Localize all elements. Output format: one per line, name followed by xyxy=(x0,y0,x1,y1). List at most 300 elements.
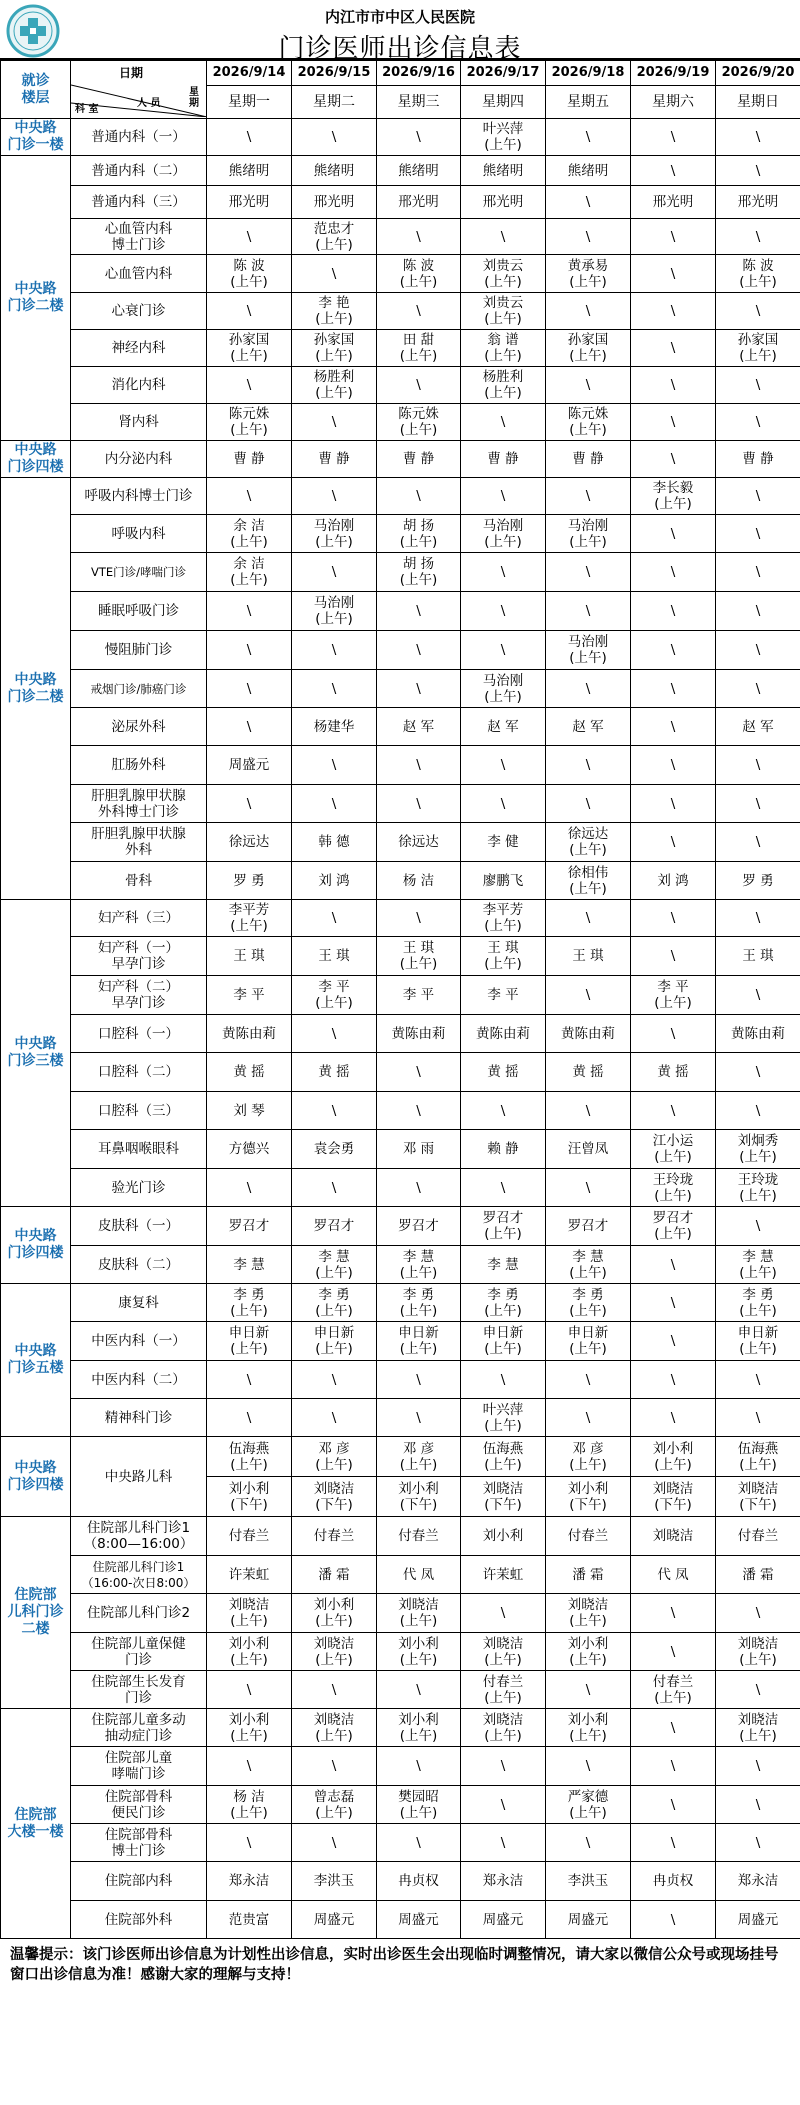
doctor-name: \ xyxy=(670,451,676,467)
doctor-name: 黄陈由莉 xyxy=(561,1025,615,1042)
schedule-cell xyxy=(207,937,292,976)
schedule-cell xyxy=(716,1671,800,1709)
doctor-name: 李洪玉 xyxy=(567,1873,609,1889)
doctor-name: 李 慧 (上午) xyxy=(315,1248,353,1281)
doctor-name: \ xyxy=(500,488,506,504)
table-row xyxy=(1,746,800,785)
doctor-name: \ xyxy=(331,1758,337,1774)
schedule-cell xyxy=(546,293,631,330)
schedule-cell xyxy=(716,976,800,1015)
doctor-name: \ xyxy=(755,129,761,145)
doctor-name: 严家德 (上午) xyxy=(567,1788,609,1821)
dept-cell xyxy=(71,478,207,515)
schedule-table xyxy=(0,60,800,1939)
schedule-cell xyxy=(207,186,292,219)
dept-cell xyxy=(71,1207,207,1246)
doctor-name: \ xyxy=(331,1834,337,1851)
schedule-cell xyxy=(292,1053,377,1092)
schedule-cell xyxy=(546,1594,631,1633)
schedule-cell xyxy=(207,1517,292,1556)
schedule-cell xyxy=(631,1322,716,1361)
doctor-name: 李 平 (上午) xyxy=(654,979,692,1011)
doctor-name: 刘晓洁 xyxy=(652,1528,694,1544)
doctor-name: 陈 波 (上午) xyxy=(739,257,777,290)
doctor-name: 伍海燕 (上午) xyxy=(482,1440,524,1473)
schedule-cell xyxy=(292,186,377,219)
dept-cell xyxy=(71,862,207,900)
doctor-name: 叶兴萍 (上午) xyxy=(482,121,524,153)
doctor-name: \ xyxy=(585,129,591,145)
doctor-name: 陈 波 (上午) xyxy=(399,257,438,290)
doctor-name: 杨胜利 (上午) xyxy=(313,369,355,401)
schedule-cell xyxy=(631,1246,716,1284)
dept-label: 住院部儿科门诊1 （8:00—16:00） xyxy=(83,1520,194,1552)
dept-label: 口腔科（三） xyxy=(98,1102,179,1119)
doctor-name: \ xyxy=(585,1371,591,1388)
doctor-name: \ xyxy=(416,1179,421,1196)
doctor-name: 江小运 (上午) xyxy=(652,1133,694,1165)
floor-label: 中央路 门诊三楼 xyxy=(7,1036,64,1069)
schedule-cell xyxy=(716,186,800,219)
schedule-cell xyxy=(292,900,377,937)
schedule-cell xyxy=(377,1092,461,1130)
doctor-name: 邓 彦 (上午) xyxy=(399,1440,438,1473)
doctor-name: 刘小利 (上午) xyxy=(567,1711,609,1744)
schedule-cell xyxy=(461,1399,546,1437)
schedule-cell xyxy=(377,515,461,553)
table-row xyxy=(1,1246,800,1284)
schedule-cell xyxy=(292,1284,377,1322)
table-row xyxy=(1,592,800,631)
schedule-cell xyxy=(377,1053,461,1092)
doctor-name: 罗召才 xyxy=(567,1218,609,1234)
schedule-cell xyxy=(461,937,546,976)
schedule-cell xyxy=(716,1207,800,1246)
doctor-name: 黄 摇 xyxy=(657,1064,689,1080)
schedule-cell xyxy=(207,823,292,862)
schedule-cell xyxy=(207,1862,292,1901)
schedule-cell xyxy=(292,441,377,478)
schedule-cell xyxy=(292,553,377,592)
doctor-name: 王 琪 (上午) xyxy=(399,940,438,972)
doctor-name: 刘晓洁 (上午) xyxy=(737,1711,779,1744)
doctor-name: 陈元姝 (上午) xyxy=(228,406,270,438)
doctor-name: \ xyxy=(500,1179,506,1196)
doctor-name: \ xyxy=(670,1256,676,1273)
doctor-name: 马治刚 (上午) xyxy=(482,517,524,550)
schedule-cell xyxy=(292,404,377,441)
doctor-name: 李 勇 (上午) xyxy=(569,1286,607,1319)
doctor-name: \ xyxy=(670,1025,676,1042)
doctor-name: \ xyxy=(670,910,676,926)
table-row xyxy=(1,1671,800,1709)
schedule-cell xyxy=(631,119,716,156)
doctor-name: 伍海燕 (上午) xyxy=(228,1440,270,1473)
dept-cell xyxy=(71,1709,207,1747)
schedule-cell xyxy=(377,670,461,708)
schedule-cell xyxy=(716,1169,800,1207)
schedule-cell xyxy=(377,1862,461,1901)
doctor-name: 徐远达 xyxy=(228,834,270,850)
doctor-name: 刘晓洁 (上午) xyxy=(567,1597,609,1629)
schedule-cell xyxy=(716,1399,800,1437)
schedule-cell xyxy=(377,255,461,293)
floor-label: 中央路 门诊四楼 xyxy=(7,1228,64,1261)
dept-cell xyxy=(71,119,207,156)
doctor-name: 李 勇 (上午) xyxy=(739,1286,777,1319)
dept-cell xyxy=(71,1556,207,1594)
doctor-name: 曹 静 xyxy=(572,451,604,467)
doctor-name: 罗召才 (上午) xyxy=(652,1210,694,1242)
doctor-name: 周盛元 xyxy=(567,1911,609,1928)
schedule-cell xyxy=(461,592,546,631)
table-row xyxy=(1,1361,800,1399)
schedule-cell xyxy=(716,478,800,515)
doctor-name: \ xyxy=(500,228,506,245)
schedule-cell xyxy=(292,1361,377,1399)
schedule-cell xyxy=(292,823,377,862)
doctor-name: \ xyxy=(755,162,761,179)
dept-label: 皮肤科（二） xyxy=(98,1256,179,1273)
schedule-cell xyxy=(292,785,377,823)
schedule-cell xyxy=(461,1786,546,1824)
doctor-name: 方德兴 xyxy=(228,1141,270,1157)
schedule-cell xyxy=(546,862,631,900)
schedule-cell xyxy=(207,441,292,478)
schedule-cell xyxy=(546,1053,631,1092)
schedule-cell xyxy=(716,255,800,293)
doctor-name: 冉贞权 xyxy=(398,1873,439,1889)
schedule-cell xyxy=(292,1786,377,1824)
doctor-name: \ xyxy=(416,488,421,504)
dept-cell xyxy=(71,1786,207,1824)
schedule-cell xyxy=(716,119,800,156)
schedule-cell xyxy=(546,1399,631,1437)
dept-label: 住院部儿童保健 门诊 xyxy=(91,1635,186,1668)
schedule-cell xyxy=(377,1556,461,1594)
doctor-name: 郑永洁 xyxy=(737,1873,779,1889)
schedule-cell xyxy=(292,631,377,670)
schedule-cell xyxy=(292,937,377,976)
doctor-name: 黄陈由莉 xyxy=(222,1025,276,1042)
weekday-header: 星期四 xyxy=(461,86,546,119)
doctor-name: \ xyxy=(500,1834,506,1851)
table-row xyxy=(1,976,800,1015)
doctor-name: 刘晓洁 (上午) xyxy=(482,1635,524,1668)
schedule-cell xyxy=(292,1015,377,1053)
doctor-name: \ xyxy=(670,718,676,735)
dept-label: 肝胆乳腺甲状腺 外科博士门诊 xyxy=(91,787,186,820)
doctor-name: 潘 霜 xyxy=(742,1566,774,1583)
table-row xyxy=(1,900,800,937)
doctor-name: 刘 鸿 xyxy=(318,872,350,889)
doctor-name: \ xyxy=(416,303,421,319)
doctor-name: 王 琪 xyxy=(318,948,350,964)
schedule-cell xyxy=(292,708,377,746)
schedule-cell xyxy=(292,1862,377,1901)
schedule-cell xyxy=(461,1862,546,1901)
schedule-cell xyxy=(377,1747,461,1786)
dept-cell xyxy=(71,515,207,553)
doctor-name: 余 洁 (上午) xyxy=(230,517,268,550)
doctor-name: 李 平 xyxy=(233,987,265,1003)
doctor-name: 邢光明 xyxy=(313,194,355,210)
doctor-name: 付春兰 xyxy=(398,1528,439,1544)
table-row xyxy=(1,1053,800,1092)
weekday-header: 星期一 xyxy=(207,86,292,119)
doctor-name: 申日新 (上午) xyxy=(567,1325,609,1357)
doctor-name: \ xyxy=(585,488,591,504)
doctor-name: \ xyxy=(755,910,761,926)
table-row xyxy=(1,1284,800,1322)
doctor-name: 李 艳 (上午) xyxy=(315,295,353,327)
dept-cell xyxy=(71,1015,207,1053)
doctor-name: \ xyxy=(670,340,676,356)
schedule-cell xyxy=(546,1747,631,1786)
schedule-cell xyxy=(716,515,800,553)
doctor-name: 李平芳 (上午) xyxy=(482,902,524,934)
schedule-cell xyxy=(377,937,461,976)
dept-cell xyxy=(71,670,207,708)
schedule-cell xyxy=(546,1246,631,1284)
doctor-name: 刘晓洁 (下午) xyxy=(737,1480,779,1513)
doctor-name: \ xyxy=(755,377,761,393)
schedule-cell xyxy=(207,900,292,937)
dept-cell xyxy=(71,1246,207,1284)
dept-label: 精神科门诊 xyxy=(104,1409,173,1426)
doctor-name: \ xyxy=(670,1333,676,1349)
schedule-cell xyxy=(461,255,546,293)
table-row xyxy=(1,1824,800,1862)
doctor-name: 胡 扬 (上午) xyxy=(399,556,438,588)
schedule-cell xyxy=(461,1594,546,1633)
schedule-cell xyxy=(546,553,631,592)
dept-cell xyxy=(71,1747,207,1786)
table-row xyxy=(1,631,800,670)
doctor-name: 李 平 xyxy=(402,987,435,1003)
schedule-cell xyxy=(377,631,461,670)
corner-xingqi-label: 星 期 xyxy=(189,87,199,109)
floor-cell xyxy=(1,1207,71,1284)
date-header: 2026/9/17 xyxy=(461,61,546,86)
schedule-cell xyxy=(631,746,716,785)
dept-cell xyxy=(71,186,207,219)
table-row xyxy=(1,478,800,515)
schedule-cell xyxy=(631,293,716,330)
date-header: 2026/9/14 xyxy=(207,61,292,86)
doctor-name: 刘小利 (下午) xyxy=(228,1480,270,1513)
table-row xyxy=(1,1207,800,1246)
dept-cell xyxy=(71,1169,207,1207)
doctor-name: \ xyxy=(755,1758,761,1774)
schedule-cell xyxy=(716,823,800,862)
schedule-cell xyxy=(716,592,800,631)
schedule-cell xyxy=(292,1399,377,1437)
corner-date-label: 日期 xyxy=(119,66,144,80)
table-row xyxy=(1,1901,800,1939)
schedule-cell xyxy=(461,1246,546,1284)
doctor-name: 李洪玉 xyxy=(313,1873,355,1889)
doctor-name: \ xyxy=(755,603,761,619)
doctor-name: 邢光明 xyxy=(228,194,270,210)
schedule-cell xyxy=(377,823,461,862)
doctor-name: \ xyxy=(331,1102,337,1119)
schedule-cell xyxy=(461,1671,546,1709)
floor-cell xyxy=(1,1517,71,1709)
schedule-cell xyxy=(631,1862,716,1901)
schedule-cell xyxy=(377,708,461,746)
schedule-cell xyxy=(377,1437,461,1517)
schedule-cell xyxy=(292,1671,377,1709)
schedule-cell xyxy=(377,1207,461,1246)
doctor-name: 曹 静 xyxy=(487,451,519,467)
doctor-name: 李 勇 (上午) xyxy=(230,1286,268,1319)
doctor-name: \ xyxy=(585,377,591,393)
table-row xyxy=(1,670,800,708)
doctor-name: \ xyxy=(670,642,676,658)
schedule-cell xyxy=(207,367,292,404)
schedule-cell xyxy=(207,255,292,293)
doctor-name: \ xyxy=(755,1102,761,1119)
schedule-cell xyxy=(461,1284,546,1322)
schedule-cell xyxy=(207,1399,292,1437)
table-row xyxy=(1,330,800,367)
doctor-name: 邢光明 xyxy=(398,194,439,210)
floor-label: 中央路 门诊四楼 xyxy=(7,1459,64,1493)
table-row xyxy=(1,1169,800,1207)
schedule-cell xyxy=(716,1594,800,1633)
doctor-name: 刘晓洁 (上午) xyxy=(313,1711,355,1744)
doctor-name: 熊绪明 xyxy=(567,162,609,179)
schedule-cell xyxy=(461,156,546,186)
doctor-name: 申日新 (上午) xyxy=(398,1325,439,1357)
schedule-cell xyxy=(207,862,292,900)
doctor-name: \ xyxy=(755,1371,761,1388)
doctor-name: 潘 霜 xyxy=(318,1566,350,1583)
doctor-name: 李 慧 (上午) xyxy=(399,1248,438,1281)
schedule-cell xyxy=(377,156,461,186)
schedule-cell xyxy=(546,592,631,631)
schedule-cell xyxy=(292,255,377,293)
dept-cell xyxy=(71,592,207,631)
schedule-cell xyxy=(716,1786,800,1824)
schedule-cell xyxy=(207,119,292,156)
schedule-cell xyxy=(292,1517,377,1556)
doctor-name: \ xyxy=(500,1605,506,1621)
doctor-name: 熊绪明 xyxy=(398,162,439,179)
floor-cell xyxy=(1,156,71,441)
schedule-cell xyxy=(631,862,716,900)
dept-cell xyxy=(71,1517,207,1556)
schedule-cell xyxy=(292,1437,377,1517)
schedule-cell xyxy=(631,631,716,670)
schedule-cell xyxy=(292,1633,377,1671)
schedule-cell xyxy=(631,1901,716,1939)
schedule-cell xyxy=(461,631,546,670)
doctor-name: 罗召才 xyxy=(398,1218,439,1234)
doctor-name: \ xyxy=(670,948,676,964)
floor-label: 中央路 门诊二楼 xyxy=(7,281,64,314)
table-row xyxy=(1,1015,800,1053)
doctor-name: 李 勇 (上午) xyxy=(484,1286,522,1319)
doctor-name: 申日新 (上午) xyxy=(313,1325,355,1357)
doctor-name: \ xyxy=(585,680,591,697)
schedule-cell xyxy=(461,1130,546,1169)
schedule-cell xyxy=(377,1786,461,1824)
doctor-name: 刘 琴 xyxy=(233,1102,265,1119)
doctor-name: \ xyxy=(670,525,676,542)
dept-cell xyxy=(71,156,207,186)
floor-label: 中央路 门诊一楼 xyxy=(7,120,64,153)
schedule-cell xyxy=(631,478,716,515)
doctor-name: 杨胜利 (上午) xyxy=(482,369,524,401)
doctor-name: 刘炯秀 (上午) xyxy=(737,1133,779,1165)
doctor-name: 付春兰 (上午) xyxy=(482,1673,524,1706)
schedule-cell xyxy=(716,219,800,255)
schedule-cell xyxy=(546,1786,631,1824)
schedule-cell xyxy=(631,156,716,186)
doctor-name: \ xyxy=(755,642,761,658)
dept-cell xyxy=(71,1671,207,1709)
dept-label: 中医内科（一） xyxy=(91,1333,186,1349)
doctor-name: 刘 鸿 xyxy=(657,872,689,889)
schedule-cell xyxy=(631,1633,716,1671)
schedule-cell xyxy=(461,976,546,1015)
schedule-cell xyxy=(546,1633,631,1671)
doctor-name: 邢光明 xyxy=(652,194,694,210)
schedule-cell xyxy=(377,1709,461,1747)
schedule-cell xyxy=(716,404,800,441)
schedule-cell xyxy=(292,119,377,156)
dept-label: 口腔科（二） xyxy=(98,1064,179,1080)
dept-label: 口腔科（一） xyxy=(98,1025,179,1042)
schedule-cell xyxy=(377,1399,461,1437)
doctor-name: \ xyxy=(585,757,591,773)
doctor-name: 刘小利 (下午) xyxy=(567,1480,609,1513)
dept-label: 中医内科（二） xyxy=(91,1371,186,1388)
doctor-name: 付春兰 xyxy=(313,1528,355,1544)
schedule-cell xyxy=(292,1322,377,1361)
date-header: 2026/9/15 xyxy=(292,61,377,86)
doctor-name: 熊绪明 xyxy=(228,162,270,179)
schedule-cell xyxy=(461,293,546,330)
dept-cell xyxy=(71,631,207,670)
table-row xyxy=(1,219,800,255)
floor-cell xyxy=(1,119,71,156)
table-row xyxy=(1,1633,800,1671)
schedule-cell xyxy=(461,1747,546,1786)
schedule-cell xyxy=(546,1284,631,1322)
schedule-cell xyxy=(207,1053,292,1092)
schedule-cell xyxy=(207,1284,292,1322)
doctor-name: 付春兰 xyxy=(737,1528,779,1544)
schedule-cell xyxy=(292,746,377,785)
dept-cell xyxy=(71,708,207,746)
schedule-cell xyxy=(546,937,631,976)
doctor-name: \ xyxy=(500,1758,506,1774)
doctor-name: 邢光明 xyxy=(737,194,779,210)
schedule-cell xyxy=(461,1633,546,1671)
table-row xyxy=(1,404,800,441)
schedule-cell xyxy=(631,1399,716,1437)
dept-label: VTE门诊/哮喘门诊 xyxy=(90,565,187,579)
schedule-cell xyxy=(546,1556,631,1594)
schedule-cell xyxy=(461,404,546,441)
dept-cell xyxy=(71,1361,207,1399)
doctor-name: 潘 霜 xyxy=(572,1566,604,1583)
doctor-name: 周盛元 xyxy=(737,1911,779,1928)
schedule-cell xyxy=(207,1901,292,1939)
